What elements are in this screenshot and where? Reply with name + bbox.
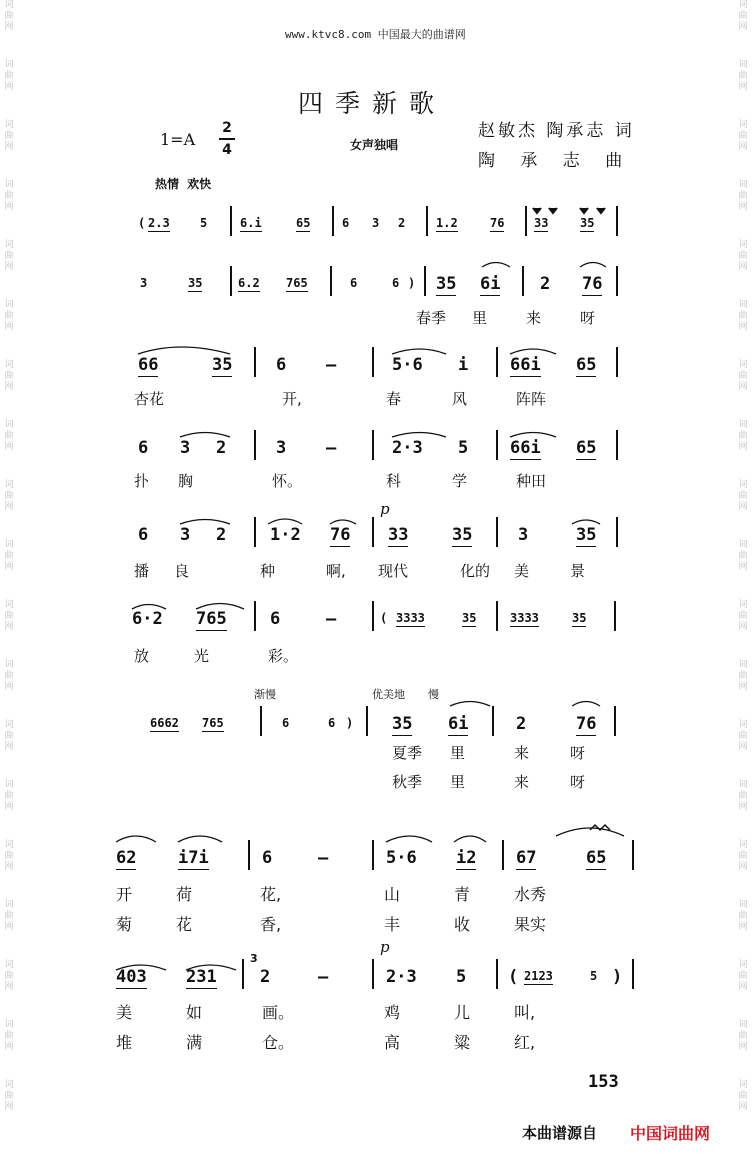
watermark-glyph: 网 (4, 622, 14, 632)
slur (454, 836, 486, 842)
watermark-glyph: 曲 (4, 791, 14, 801)
watermark-glyph: 词 (4, 900, 14, 910)
note-token: 5 (456, 967, 467, 987)
slur (116, 836, 156, 842)
lyric-word: 种田 (516, 472, 547, 490)
slur (138, 347, 230, 354)
watermark-glyph: 曲 (738, 71, 748, 81)
lyric-word: 播 (134, 562, 150, 580)
watermark-glyph: 网 (738, 202, 748, 212)
key-signature: 1=A (160, 130, 196, 149)
watermark-glyph: 词 (738, 600, 748, 610)
watermark-glyph: 词 (4, 600, 14, 610)
note-token: 3 (518, 525, 529, 545)
watermark-glyph: 曲 (4, 1031, 14, 1041)
lyric-word: 画。 (262, 1003, 295, 1022)
watermark-glyph: 曲 (738, 851, 748, 861)
note-token: 2.3 (148, 216, 170, 230)
lyric-word: 化的 (460, 562, 491, 580)
note-token: 33 (534, 216, 549, 230)
watermark-glyph: 曲 (4, 191, 14, 201)
watermark-glyph: 词 (738, 1080, 748, 1090)
lyric-word: 放 (134, 647, 150, 665)
note-token: 5·6 (392, 355, 423, 375)
slur (450, 702, 490, 707)
note-token: ) (408, 276, 416, 290)
lyric-word: 开 (116, 885, 133, 904)
watermark-glyph: 曲 (738, 611, 748, 621)
lyric-word: 荷 (176, 885, 193, 904)
expression-mark: 优美地 (372, 688, 405, 701)
watermark-glyph: 网 (738, 982, 748, 992)
note-token: 33 (388, 525, 409, 545)
lyric-word: 春 (386, 390, 402, 408)
watermark-glyph: 词 (738, 1020, 748, 1030)
dynamic-mark: p (380, 500, 390, 518)
note-token: 3 (140, 276, 148, 290)
watermark-glyph: 网 (4, 82, 14, 92)
note-token: 6i (448, 714, 469, 734)
note-token: 66 (138, 355, 159, 375)
lyric-word-verse2: 满 (186, 1033, 203, 1052)
note-token: 5 (458, 438, 469, 458)
note-token: 403 (116, 967, 147, 987)
lyric-word: 美 (514, 562, 530, 580)
note-token: 62 (116, 848, 137, 868)
note-token: 76 (330, 525, 351, 545)
watermark-glyph: 曲 (4, 851, 14, 861)
watermark-glyph: 网 (738, 862, 748, 872)
lyric-word: 啊, (326, 562, 346, 580)
lyric-word: 呀 (580, 309, 596, 327)
watermark-glyph: 曲 (4, 671, 14, 681)
page-number: 153 (588, 1072, 619, 1092)
slur (186, 965, 236, 970)
watermark-glyph: 曲 (738, 671, 748, 681)
watermark-glyph: 网 (4, 862, 14, 872)
watermark-glyph: 网 (738, 82, 748, 92)
note-token: 765 (286, 276, 308, 290)
slur (572, 520, 600, 524)
watermark-glyph: 词 (4, 960, 14, 970)
watermark-glyph: 网 (738, 142, 748, 152)
note-token: 2123 (524, 969, 553, 983)
note-token: 76 (490, 216, 505, 230)
watermark-glyph: 词 (738, 960, 748, 970)
watermark-glyph: 词 (738, 480, 748, 490)
watermark-glyph: 网 (4, 322, 14, 332)
note-token: 2·3 (392, 438, 423, 458)
watermark-glyph: 网 (738, 382, 748, 392)
watermark-glyph: 曲 (4, 131, 14, 141)
dynamic-mark: p (380, 938, 390, 956)
watermark-glyph: 网 (4, 1042, 14, 1052)
note-token: 3 (372, 216, 380, 230)
watermark-glyph: 词 (4, 180, 14, 190)
note-token: 5·6 (386, 848, 417, 868)
watermark-glyph: 网 (4, 442, 14, 452)
note-token: 35 (188, 276, 203, 290)
lyric-word: 学 (452, 472, 468, 490)
note-token: 231 (186, 967, 217, 987)
watermark-glyph: 词 (738, 420, 748, 430)
lyric-word: 里 (472, 309, 488, 327)
slur (116, 965, 166, 970)
time-bottom: 4 (222, 142, 232, 158)
note-token: 35 (462, 611, 477, 625)
slur (572, 702, 600, 707)
lyric-word-verse2: 菊 (116, 915, 133, 934)
note-token: 35 (392, 714, 413, 734)
watermark-glyph: 词 (738, 0, 748, 10)
note-token: 6 (328, 716, 336, 730)
note-token: 3 (276, 438, 287, 458)
expression-mark: 慢 (428, 688, 439, 701)
watermark-glyph: 曲 (738, 791, 748, 801)
lyric-word-verse2: 丰 (384, 915, 401, 934)
watermark-glyph: 网 (738, 622, 748, 632)
lyric-word: 花, (260, 885, 282, 904)
watermark-glyph: 曲 (738, 971, 748, 981)
watermark-glyph: 曲 (4, 431, 14, 441)
note-token: 65 (586, 848, 607, 868)
source-label: 本曲谱源自 (522, 1124, 598, 1142)
lyric-word: 良 (174, 562, 190, 580)
slur (510, 433, 556, 438)
watermark-glyph: 词 (738, 240, 748, 250)
watermark-glyph: 词 (4, 1020, 14, 1030)
watermark-glyph: 网 (738, 442, 748, 452)
lyric-word-verse2: 香, (260, 915, 282, 934)
watermark-glyph: 词 (4, 660, 14, 670)
note-token: 35 (580, 216, 595, 230)
note-token: — (318, 967, 329, 987)
lyric-word: 开, (282, 390, 302, 408)
watermark-glyph: 网 (4, 802, 14, 812)
watermark-glyph: 词 (4, 480, 14, 490)
note-token: 6 (138, 438, 149, 458)
watermark-glyph: 词 (4, 420, 14, 430)
note-token: 66i (510, 355, 541, 375)
note-token: 5 (590, 969, 598, 983)
watermark-glyph: 曲 (4, 11, 14, 21)
lyric-word-verse2: 堆 (116, 1033, 133, 1052)
watermark-glyph: 网 (4, 502, 14, 512)
lyric-word-verse2: 高 (384, 1033, 401, 1052)
slur (392, 349, 446, 354)
note-token: 6·2 (132, 609, 163, 629)
lyric-word: 杏花 (134, 390, 165, 408)
watermark-glyph: 词 (4, 840, 14, 850)
watermark-glyph: 网 (4, 202, 14, 212)
voice-type: 女声独唱 (350, 138, 399, 152)
note-token: 6 (262, 848, 273, 868)
lyric-word: 如 (186, 1003, 203, 1022)
lyric-word: 胸 (178, 472, 194, 490)
note-token: 1·2 (270, 525, 301, 545)
note-token: 3333 (396, 611, 425, 625)
watermark-glyph: 曲 (738, 1031, 748, 1041)
watermark-glyph: 词 (4, 360, 14, 370)
note-token: 6 (270, 609, 281, 629)
grace-note: 3 (250, 952, 258, 965)
lyric-word: 科 (386, 472, 402, 490)
watermark-glyph: 词 (738, 900, 748, 910)
lyric-word: 里 (450, 744, 466, 762)
lyric-word: 青 (454, 885, 471, 904)
note-token: 6i (480, 274, 501, 294)
lyric-word: 儿 (454, 1003, 471, 1022)
lyric-word: 扑 (134, 472, 150, 490)
lyric-word: 阵阵 (516, 390, 547, 408)
lyric-word: 来 (514, 744, 530, 762)
watermark-glyph: 曲 (738, 251, 748, 261)
watermark-glyph: 网 (4, 922, 14, 932)
note-token: 1.2 (436, 216, 458, 230)
note-token: 3 (180, 438, 191, 458)
note-token: 6 (282, 716, 290, 730)
note-token: 2 (260, 967, 271, 987)
watermark-glyph: 词 (738, 720, 748, 730)
note-token: 3333 (510, 611, 539, 625)
note-token: 35 (436, 274, 457, 294)
lyric-word: 美 (116, 1003, 133, 1022)
slur (196, 604, 244, 610)
watermark-glyph: 词 (738, 180, 748, 190)
lyric-word-verse2: 呀 (570, 773, 586, 791)
lyric-word-verse2: 粱 (454, 1033, 471, 1052)
note-token: 2 (216, 438, 227, 458)
watermark-glyph: 网 (738, 1102, 748, 1112)
watermark-glyph: 曲 (738, 491, 748, 501)
watermark-glyph: 曲 (4, 311, 14, 321)
watermark-glyph: 网 (738, 502, 748, 512)
note-token: — (318, 848, 329, 868)
watermark-glyph: 词 (738, 360, 748, 370)
slur (178, 836, 222, 842)
note-token: 65 (296, 216, 311, 230)
lyric-word-verse2: 果实 (514, 915, 547, 934)
expression-mark: 渐慢 (254, 688, 276, 701)
watermark-glyph: 曲 (4, 551, 14, 561)
note-token: 6.2 (238, 276, 260, 290)
watermark-glyph: 网 (738, 742, 748, 752)
note-token: 6 (350, 276, 358, 290)
slur (510, 349, 556, 354)
watermark-glyph: 网 (738, 322, 748, 332)
lyric-word: 怀。 (272, 472, 303, 490)
watermark-glyph: 词 (738, 120, 748, 130)
slur (386, 836, 432, 842)
note-token: 67 (516, 848, 537, 868)
note-token: ) (612, 967, 623, 987)
watermark-glyph: 曲 (4, 971, 14, 981)
watermark-glyph: 词 (738, 840, 748, 850)
note-token: 2 (216, 525, 227, 545)
lyric-word: 山 (384, 885, 401, 904)
watermark-glyph: 网 (738, 262, 748, 272)
note-token: — (326, 609, 337, 629)
watermark-glyph: 曲 (738, 11, 748, 21)
lyric-word: 风 (452, 390, 468, 408)
lyric-word-verse2: 秋季 (392, 773, 423, 791)
watermark-glyph: 曲 (4, 251, 14, 261)
lyric-word-verse2: 收 (454, 915, 471, 934)
note-token: 35 (212, 355, 233, 375)
watermark-glyph: 词 (738, 540, 748, 550)
lyric-word: 种 (260, 562, 276, 580)
note-token: 35 (452, 525, 473, 545)
watermark-glyph: 词 (4, 240, 14, 250)
lyric-word-verse2: 红, (514, 1033, 536, 1052)
note-token: i (458, 355, 469, 375)
watermark-glyph: 曲 (738, 911, 748, 921)
watermark-glyph: 曲 (738, 131, 748, 141)
watermark-glyph: 词 (4, 540, 14, 550)
note-token: i7i (178, 848, 209, 868)
watermark-glyph: 曲 (738, 431, 748, 441)
watermark-glyph: 曲 (738, 191, 748, 201)
note-token: 3 (180, 525, 191, 545)
lyric-word: 春季 (416, 309, 447, 327)
note-token: — (326, 438, 337, 458)
site-header: www.ktvc8.com 中国最大的曲谱网 (285, 28, 466, 41)
watermark-glyph: 网 (738, 1042, 748, 1052)
lyric-word: 光 (194, 647, 210, 665)
watermark-glyph: 曲 (738, 731, 748, 741)
note-token: 2 (516, 714, 527, 734)
note-token: 2 (398, 216, 406, 230)
note-token: 66i (510, 438, 541, 458)
watermark-glyph: 曲 (4, 1091, 14, 1101)
watermark-glyph: 曲 (4, 911, 14, 921)
lyric-word: 现代 (378, 562, 409, 580)
watermark-glyph: 曲 (738, 1091, 748, 1101)
watermark-glyph: 网 (738, 922, 748, 932)
lyric-word: 夏季 (392, 744, 423, 762)
lyric-word: 呀 (570, 744, 586, 762)
time-top: 2 (222, 120, 232, 136)
watermark-glyph: 词 (738, 60, 748, 70)
lyric-word-verse2: 里 (450, 773, 466, 791)
note-token: 65 (576, 355, 597, 375)
note-token: 2 (540, 274, 551, 294)
watermark-glyph: 曲 (4, 611, 14, 621)
note-token: ) (346, 716, 354, 730)
note-token: 76 (582, 274, 603, 294)
note-token: 5 (200, 216, 208, 230)
lyric-word-verse2: 仓。 (262, 1033, 295, 1052)
watermark-glyph: 曲 (738, 551, 748, 561)
watermark-glyph: 词 (738, 660, 748, 670)
watermark-glyph: 网 (4, 562, 14, 572)
note-token: 35 (572, 611, 587, 625)
watermark-glyph: 网 (738, 682, 748, 692)
note-token: 6 (392, 276, 400, 290)
watermark-glyph: 词 (4, 0, 14, 10)
watermark-glyph: 网 (4, 682, 14, 692)
note-token: ( (380, 611, 388, 625)
watermark-glyph: 词 (4, 780, 14, 790)
lyric-word: 鸡 (384, 1003, 401, 1022)
song-title: 四季新歌 (298, 89, 447, 118)
note-token: 6662 (150, 716, 179, 730)
lyricist-credit: 赵敏杰 陶承志 词 (478, 121, 635, 141)
slur (180, 433, 230, 438)
watermark-glyph: 网 (4, 982, 14, 992)
watermark-glyph: 词 (4, 120, 14, 130)
note-token: 765 (196, 609, 227, 629)
note-token: 6 (276, 355, 287, 375)
watermark-glyph: 网 (4, 1102, 14, 1112)
watermark-glyph: 曲 (738, 371, 748, 381)
slur (482, 263, 510, 268)
note-token: 35 (576, 525, 597, 545)
watermark-glyph: 词 (738, 780, 748, 790)
note-token: 76 (576, 714, 597, 734)
watermark-glyph: 网 (4, 262, 14, 272)
watermark-glyph: 曲 (4, 491, 14, 501)
slur (392, 433, 446, 438)
watermark-glyph: 网 (4, 142, 14, 152)
watermark-glyph: 网 (738, 562, 748, 572)
slur (580, 263, 606, 268)
note-token: 6 (342, 216, 350, 230)
watermark-glyph: 词 (4, 1080, 14, 1090)
composer-credit: 陶 承 志 曲 (478, 151, 626, 171)
note-token: — (326, 355, 337, 375)
note-token: 2·3 (386, 967, 417, 987)
note-token: ( (138, 216, 146, 230)
lyric-word-verse2: 来 (514, 773, 530, 791)
watermark-glyph: 词 (738, 300, 748, 310)
lyric-word: 彩。 (268, 647, 299, 665)
lyric-word-verse2: 花 (176, 915, 193, 934)
note-token: 765 (202, 716, 224, 730)
watermark-glyph: 网 (4, 742, 14, 752)
slur (268, 519, 302, 524)
lyric-word: 叫, (514, 1003, 536, 1022)
note-token: 65 (576, 438, 597, 458)
accent-mark (533, 208, 605, 213)
watermark-glyph: 网 (4, 382, 14, 392)
watermark-glyph: 词 (4, 60, 14, 70)
note-token: i2 (456, 848, 477, 868)
watermark-glyph: 曲 (4, 371, 14, 381)
watermark-glyph: 网 (738, 802, 748, 812)
note-token: ( (508, 967, 519, 987)
watermark-glyph: 词 (4, 720, 14, 730)
slur (180, 520, 230, 525)
watermark-glyph: 网 (4, 22, 14, 32)
lyric-word: 来 (526, 309, 542, 327)
mordent-mark (590, 825, 610, 830)
watermark-glyph: 词 (4, 300, 14, 310)
watermark-glyph: 曲 (4, 731, 14, 741)
source-brand[interactable]: 中国词曲网 (630, 1124, 711, 1143)
tempo-marking: 热情 欢快 (155, 177, 212, 191)
lyric-word: 景 (570, 562, 586, 580)
slur (132, 605, 166, 610)
note-token: 6.i (240, 216, 262, 230)
note-token: 6 (138, 525, 149, 545)
watermark-glyph: 曲 (738, 311, 748, 321)
watermark-glyph: 曲 (4, 71, 14, 81)
watermark-glyph: 网 (738, 22, 748, 32)
lyric-word: 水秀 (514, 885, 547, 904)
slur (330, 520, 356, 524)
